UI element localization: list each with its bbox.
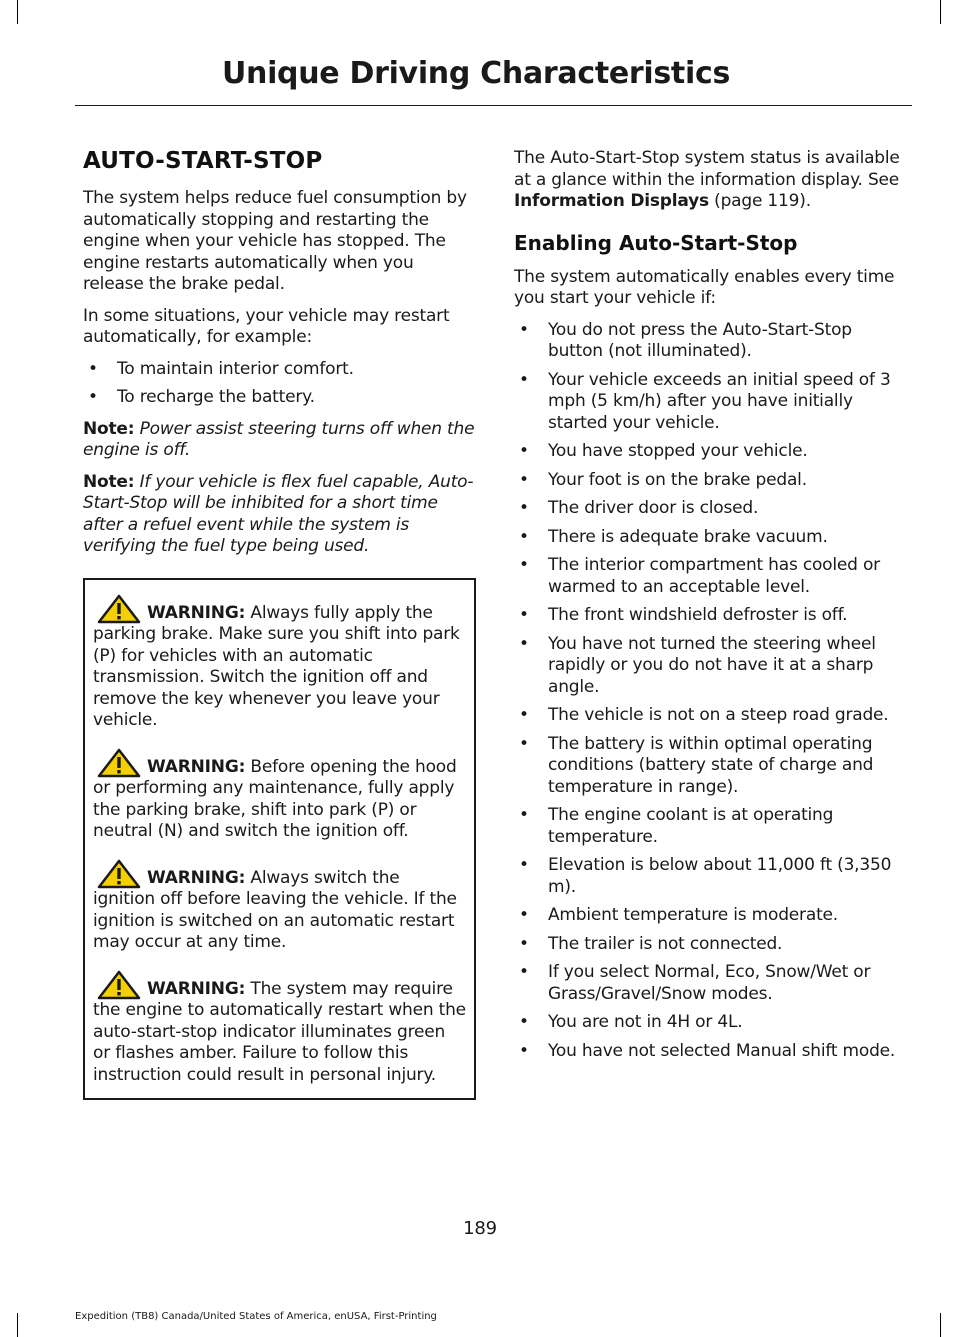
warning-label: WARNING: xyxy=(147,867,246,888)
footer-text: Expedition (TB8) Canada/United States of America, enUSA, First-Printing xyxy=(75,1311,437,1322)
warning-label: WARNING: xyxy=(147,978,246,999)
page-number: 189 xyxy=(463,1218,497,1239)
crop-mark-bottom-right xyxy=(940,1313,941,1337)
note-text: If your vehicle is flex fuel capable, Auto-Start-Stop will be inhibited for a short time after a refuel event while the system is verifying the fuel type being used. xyxy=(83,471,474,556)
subsection-heading: Enabling Auto-Start-Stop xyxy=(514,230,798,255)
warning-item xyxy=(93,748,466,843)
warning-label: WARNING: xyxy=(147,602,246,623)
list-item: • Your foot is on the brake pedal. xyxy=(514,470,909,492)
list-item: • To maintain interior comfort. xyxy=(83,359,475,381)
warning-text: Before opening the hood or performing any maintenance, fully apply the parking brake, shift into park (P) or neutral (N) and switch the ignition off. xyxy=(93,756,457,841)
page-reference: (page 119). xyxy=(708,191,811,211)
list-item: • You have not turned the steering wheel rapidly or you do not have it at a sharp angle. xyxy=(514,634,909,699)
list-item: • The driver door is closed. xyxy=(514,498,909,520)
note-paragraph xyxy=(83,472,475,558)
enable-intro-paragraph: The system automatically enables every time you start your vehicle if: xyxy=(514,266,895,308)
warning-paragraph xyxy=(93,970,466,1087)
title-divider xyxy=(75,105,912,106)
situations-paragraph: In some situations, your vehicle may restart automatically, for example: xyxy=(83,305,450,347)
situations-list xyxy=(83,359,475,409)
warning-box xyxy=(83,578,476,1101)
note-text: Power assist steering turns off when the engine is off. xyxy=(83,418,475,460)
note-label: Note: xyxy=(83,471,135,492)
warning-triangle-icon xyxy=(97,970,141,1000)
list-item: • You have stopped your vehicle. xyxy=(514,441,909,463)
right-column xyxy=(514,148,909,1072)
page-title: Unique Driving Characteristics xyxy=(221,56,730,91)
list-item: • The trailer is not connected. xyxy=(514,934,909,956)
list-item: • If you select Normal, Eco, Snow/Wet or Grass/Gravel/Snow modes. xyxy=(514,962,909,1005)
list-item: • You have not selected Manual shift mode. xyxy=(514,1041,909,1063)
list-item: • To recharge the battery. xyxy=(83,387,475,409)
section-heading: AUTO-START-STOP xyxy=(83,148,323,174)
warning-paragraph xyxy=(93,594,466,732)
warning-paragraph xyxy=(93,748,466,843)
warning-paragraph xyxy=(93,859,466,954)
warning-item xyxy=(93,970,466,1087)
warning-item xyxy=(93,859,466,954)
intro-paragraph: The system helps reduce fuel consumption by automatically stopping and restarting the engine when your vehicle has stopped. The engine restarts automatically when you release the brake pedal. xyxy=(83,188,467,294)
list-item: • The engine coolant is at operating temperature. xyxy=(514,805,909,848)
warning-text: Always fully apply the parking brake. Make sure you shift into park (P) for vehicles with an automatic transmission. Switch the ignition off and remove the key whenever you leave your vehicle. xyxy=(93,602,460,730)
warning-item xyxy=(93,594,466,732)
information-displays-link[interactable]: Information Displays xyxy=(514,191,709,211)
list-item: • You do not press the Auto-Start-Stop button (not illuminated). xyxy=(514,320,909,363)
warning-text: Always switch the ignition off before leaving the vehicle. If the ignition is switched on an automatic restart may occur at any time. xyxy=(93,867,457,952)
warning-text: The system may require the engine to automatically restart when the auto-start-stop indicator illuminates green or flashes amber. Failure to follow this instruction could result in personal injury. xyxy=(93,978,466,1085)
list-item: • The front windshield defroster is off. xyxy=(514,605,909,627)
enable-conditions-list xyxy=(514,320,909,1063)
list-item: • Your vehicle exceeds an initial speed of 3 mph (5 km/h) after you have initially started your vehicle. xyxy=(514,370,909,435)
status-paragraph xyxy=(514,148,909,213)
crop-mark-bottom-left xyxy=(17,1313,18,1337)
list-item: • Ambient temperature is moderate. xyxy=(514,905,909,927)
list-item: • You are not in 4H or 4L. xyxy=(514,1012,909,1034)
note-label: Note: xyxy=(83,418,135,439)
warning-triangle-icon xyxy=(97,859,141,889)
crop-mark-top-right xyxy=(940,0,941,24)
list-item: • The vehicle is not on a steep road grade. xyxy=(514,705,909,727)
list-item: • Elevation is below about 11,000 ft (3,350 m). xyxy=(514,855,909,898)
left-column xyxy=(83,148,475,1100)
status-text: The Auto-Start-Stop system status is available at a glance within the information display. See xyxy=(514,148,900,190)
warning-triangle-icon xyxy=(97,594,141,624)
list-item: • There is adequate brake vacuum. xyxy=(514,527,909,549)
note-paragraph xyxy=(83,419,475,462)
warning-triangle-icon xyxy=(97,748,141,778)
crop-mark-top-left xyxy=(17,0,18,24)
list-item: • The interior compartment has cooled or warmed to an acceptable level. xyxy=(514,555,909,598)
list-item: • The battery is within optimal operating conditions (battery state of charge and temperature in range). xyxy=(514,734,909,799)
warning-label: WARNING: xyxy=(147,756,246,777)
